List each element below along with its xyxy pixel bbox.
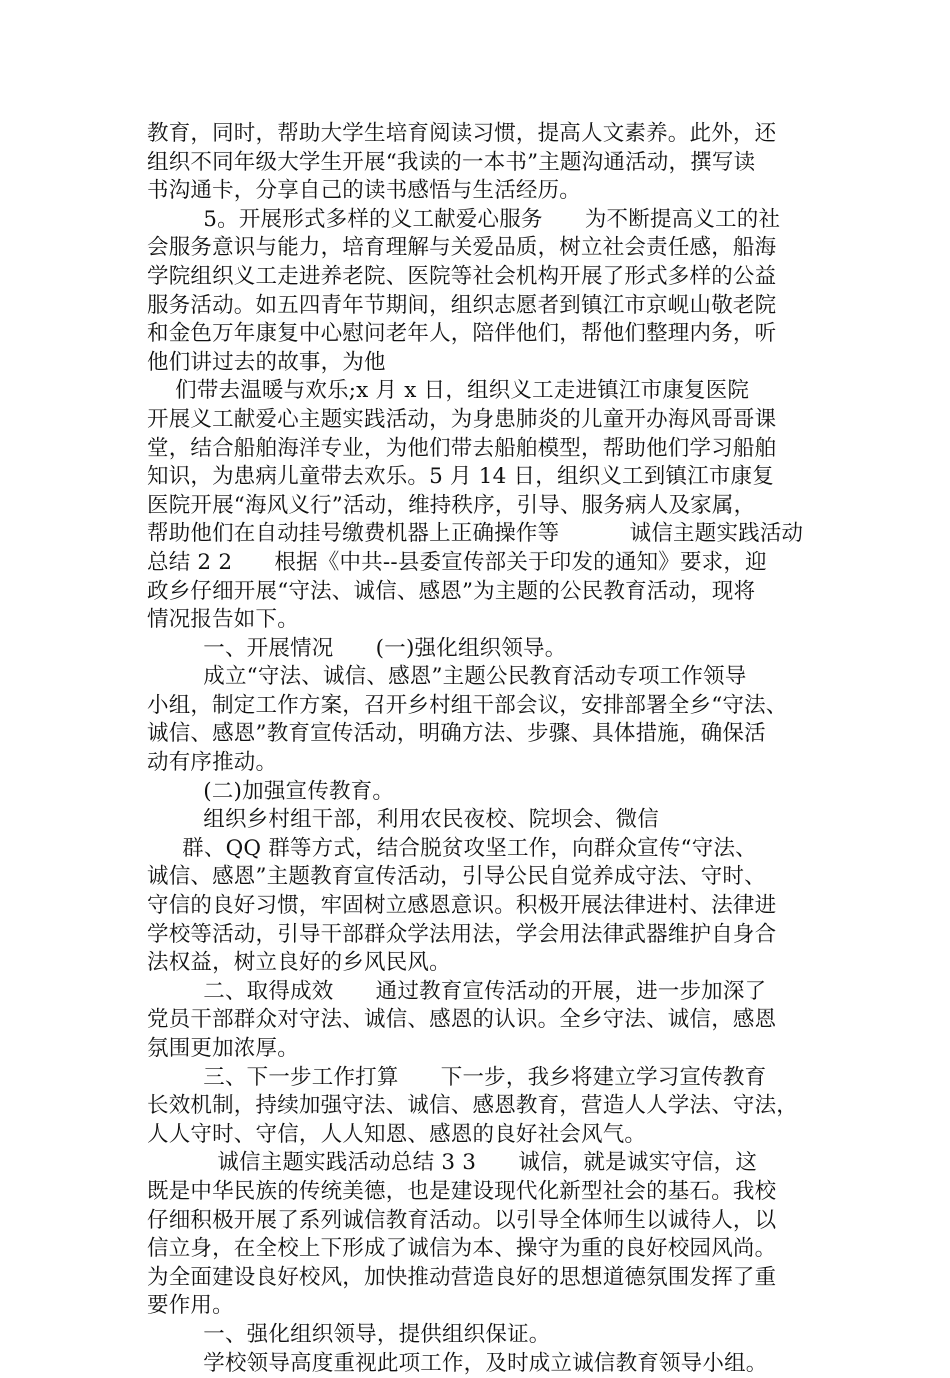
text-line: 长效机制，持续加强守法、诚信、感恩教育，营造人人学法、守法， (147, 1093, 799, 1119)
text-line: 要作用。 (147, 1293, 234, 1319)
text-line: 们带去温暖与欢乐;x 月 x 日，组织义工走进镇江市康复医院 (147, 378, 750, 404)
text-line: 总结 2 2 根据《中共--县委宣传部关于印发的通知》要求，迎 (147, 549, 767, 575)
text-line: 学校等活动，引导干部群众学法用法，学会用法律武器维护自身合 (147, 921, 777, 947)
text-line: 教育，同时，帮助大学生培育阅读习惯，提高人文素养。此外，还 (147, 121, 777, 146)
text-line: 政乡仔细开展“守法、诚信、感恩”为主题的公民教育活动，现将 (147, 578, 756, 604)
text-line: 守信的良好习惯，牢固树立感恩意识。积极开展法律进村、法律进 (147, 893, 777, 919)
text-line: 和金色万年康复中心慰问老年人，陪伴他们，帮他们整理内务，听 (147, 321, 777, 347)
text-line: 诚信、感恩”主题教育宣传活动，引导公民自觉养成守法、守时、 (147, 864, 766, 890)
text-line: 学院组织义工走进养老院、医院等社会机构开展了形式多样的公益 (147, 263, 777, 289)
text-line: 三、下一步工作打算 下一步，我乡将建立学习宣传教育 (147, 1064, 767, 1090)
text-line: 诚信、感恩”教育宣传活动，明确方法、步骤、具体措施，确保活 (147, 721, 766, 747)
text-line: 党员干部群众对守法、诚信、感恩的认识。全乡守法、诚信，感恩 (147, 1007, 777, 1033)
text-line: 一、强化组织领导，提供组织保证。 (147, 1321, 551, 1347)
text-line: 组织不同年级大学生开展“我读的一本书”主题沟通活动，撰写读 (147, 149, 756, 175)
text-line: 诚信主题实践活动总结 3 3 诚信，就是诚实守信，这 (147, 1150, 758, 1176)
text-line: 为全面建设良好校风，加快推动营造良好的思想道德氛围发挥了重 (147, 1264, 777, 1290)
text-line: 帮助他们在自动挂号缴费机器上正确操作等 诚信主题实践活动 (147, 521, 804, 547)
text-line: 二、取得成效 通过教育宣传活动的开展，进一步加深了 (147, 978, 767, 1004)
text-line: 情况报告如下。 (147, 607, 299, 633)
text-line: 堂，结合船舶海洋专业，为他们带去船舶模型，帮助他们学习船舶 (147, 435, 777, 461)
text-line: 成立“守法、诚信、感恩”主题公民教育活动专项工作领导 (147, 664, 747, 690)
text-line: 信立身，在全校上下形成了诚信为本、操守为重的良好校园风尚。 (147, 1236, 777, 1262)
text-line: 学校领导高度重视此项工作，及时成立诚信教育领导小组。 (147, 1350, 768, 1376)
document-body (147, 120, 807, 1378)
text-line: 会服务意识与能力，培育理解与关爱品质，树立社会责任感，船海 (147, 235, 777, 261)
text-line: 仔细积极开展了系列诚信教育活动。以引导全体师生以诚待人，以 (147, 1207, 777, 1233)
text-line: 书沟通卡，分享自己的读书感悟与生活经历。 (147, 178, 582, 204)
text-line: (二)加强宣传教育。 (147, 778, 395, 804)
text-line: 他们讲过去的故事，为他 (147, 349, 386, 375)
text-line: 医院开展“海风义行”活动，维持秩序，引导、服务病人及家属， (147, 492, 756, 518)
text-line: 服务活动。如五四青年节期间，组织志愿者到镇江市京岘山敬老院 (147, 292, 777, 318)
text-line: 开展义工献爱心主题实践活动，为身患肺炎的儿童开办海风哥哥课 (147, 406, 777, 432)
text-line: 知识，为患病儿童带去欢乐。5 月 14 日，组织义工到镇江市康复 (147, 464, 774, 490)
text-line: 群、QQ 群等方式，结合脱贫攻坚工作，向群众宣传“守法、 (147, 835, 757, 861)
text-line: 5。开展形式多样的义工献爱心服务 为不断提高义工的社 (147, 206, 781, 232)
text-line: 组织乡村组干部，利用农民夜校、院坝会、微信 (147, 807, 659, 833)
text-line: 既是中华民族的传统美德，也是建设现代化新型社会的基石。我校 (147, 1178, 777, 1204)
text-line: 小组，制定工作方案，召开乡村组干部会议，安排部署全乡“守法、 (147, 692, 788, 718)
text-line: 人人守时、守信，人人知恩、感恩的良好社会风气。 (147, 1121, 647, 1147)
text-line: 动有序推动。 (147, 750, 278, 776)
text-line: 一、开展情况 (一)强化组织领导。 (147, 635, 567, 661)
text-line: 法权益，树立良好的乡风民风。 (147, 950, 451, 976)
text-line: 氛围更加浓厚。 (147, 1036, 299, 1061)
